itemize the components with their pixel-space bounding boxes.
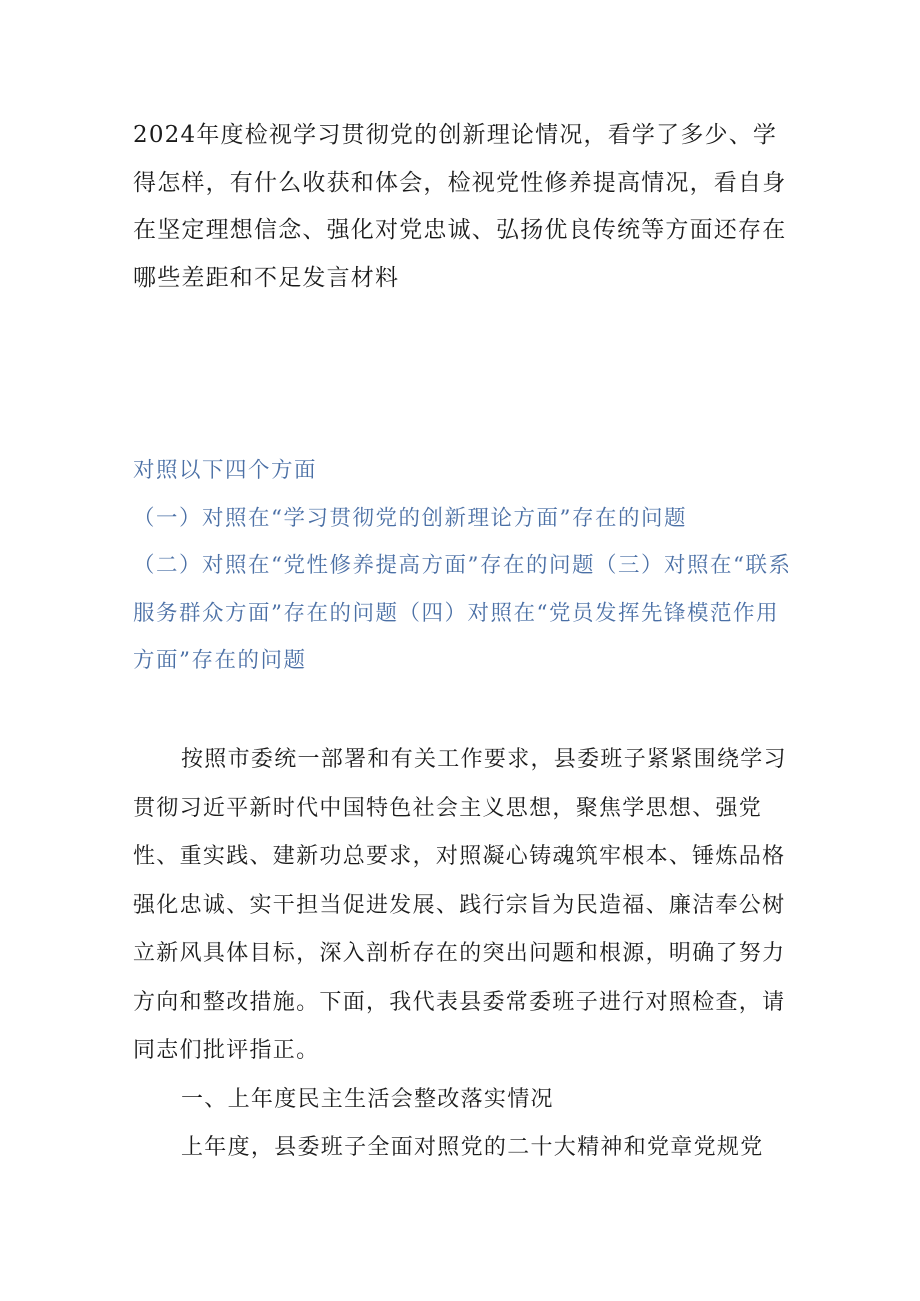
intro-paragraph: 按照市委统一部署和有关工作要求，县委班子紧紧围绕学习贯彻习近平新时代中国特色社会主义思想，聚焦学思想、强党性、重实践、建新功总要求，对照凝心铸魂筑牢根本、锤炼品格强化忠诚、实干担当促进发展、践行宗旨为民造福、廉洁奉公树立新风具体目标，深入剖析存在的突出问题和根源，明确了努力方向和整改措施。下面，我代表县委常委班子进行对照检查，请同志们批评指正。	[133, 747, 787, 1063]
aspect-items-2-4: （二）对照在“党性修养提高方面”存在的问题（三）对照在“联系服务群众方面”存在的问题（四）对照在“党员发挥先锋模范作用方面”存在的问题	[133, 553, 792, 673]
document-body	[133, 736, 801, 1173]
section-1-paragraph: 上年度，县委班子全面对照党的二十大精神和党章党规党	[181, 1135, 764, 1160]
aspect-item-1: （一）对照在“学习贯彻党的创新理论方面”存在的问题	[133, 505, 687, 531]
aspects-list	[133, 447, 793, 685]
section-1-heading: 一、上年度民主生活会整改落实情况	[181, 1086, 554, 1112]
aspects-heading: 对照以下四个方面	[133, 458, 318, 483]
document-title: 2024年度检视学习贯彻党的创新理论情况，看学了多少、学得怎样，有什么收获和体会，检视党性修养提高情况，看自身在坚定理想信念、强化对党忠诚、弘扬优良传统等方面还存在哪些差距和不足发言材料	[133, 122, 787, 291]
